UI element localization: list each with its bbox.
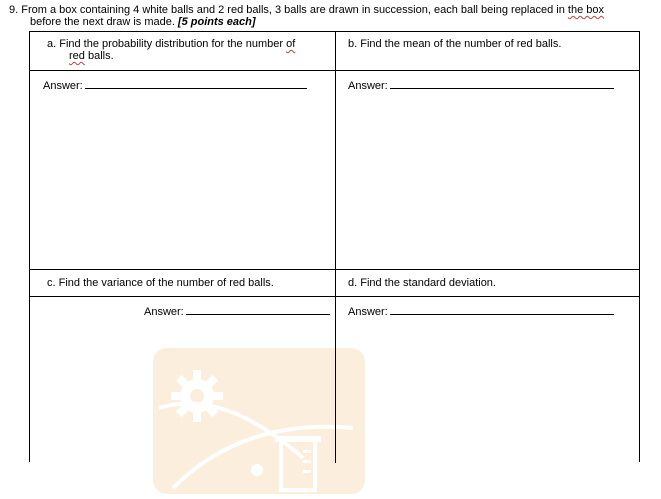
question-text-continued: before the next draw is made. — [30, 16, 175, 28]
spellcheck-flagged-red: red — [69, 50, 85, 62]
question-line-2 — [9, 16, 654, 28]
question-line-1 — [9, 4, 654, 16]
spellcheck-flagged-of: of — [286, 38, 296, 50]
column-divider — [335, 32, 336, 463]
spellcheck-flagged-text: the box — [567, 4, 604, 16]
part-a-prompt-text: a. Find the probability distribution for the number — [47, 38, 287, 50]
question-text-main: From a box containing 4 white balls and 2 red balls, 3 balls are drawn in succession, each ball being replaced in — [21, 4, 568, 16]
row-divider-c-d-header — [30, 296, 639, 297]
part-b-answer-label: Answer: — [348, 80, 388, 92]
part-a-answer-label: Answer: — [43, 80, 83, 92]
part-a-prompt — [47, 38, 327, 62]
row-divider-middle — [30, 269, 639, 270]
part-a-prompt-line2 — [47, 50, 114, 62]
part-b-prompt: b. Find the mean of the number of red balls. — [348, 38, 562, 50]
part-c-prompt: c. Find the variance of the number of red balls. — [47, 277, 274, 289]
part-d-prompt: d. Find the standard deviation. — [348, 277, 496, 289]
part-b-answer — [348, 79, 614, 92]
row-divider-a-b-header — [30, 70, 639, 71]
answer-grid — [29, 31, 640, 462]
question-text — [9, 4, 654, 28]
part-d-answer-label: Answer: — [348, 306, 388, 318]
part-b-answer-line[interactable] — [390, 79, 614, 89]
part-d-answer — [348, 305, 614, 318]
question-number: 9. — [9, 4, 19, 16]
part-a-answer-line[interactable] — [85, 79, 307, 89]
gear-and-beaker-icon — [153, 348, 365, 494]
points-note: [5 points each] — [177, 16, 256, 28]
part-c-answer-line[interactable] — [186, 305, 330, 315]
part-a-prompt-end: balls. — [84, 50, 114, 62]
part-c-answer-label: Answer: — [144, 306, 184, 318]
part-a-answer — [43, 79, 307, 92]
part-d-answer-line[interactable] — [390, 305, 614, 315]
part-c-answer — [144, 305, 330, 318]
